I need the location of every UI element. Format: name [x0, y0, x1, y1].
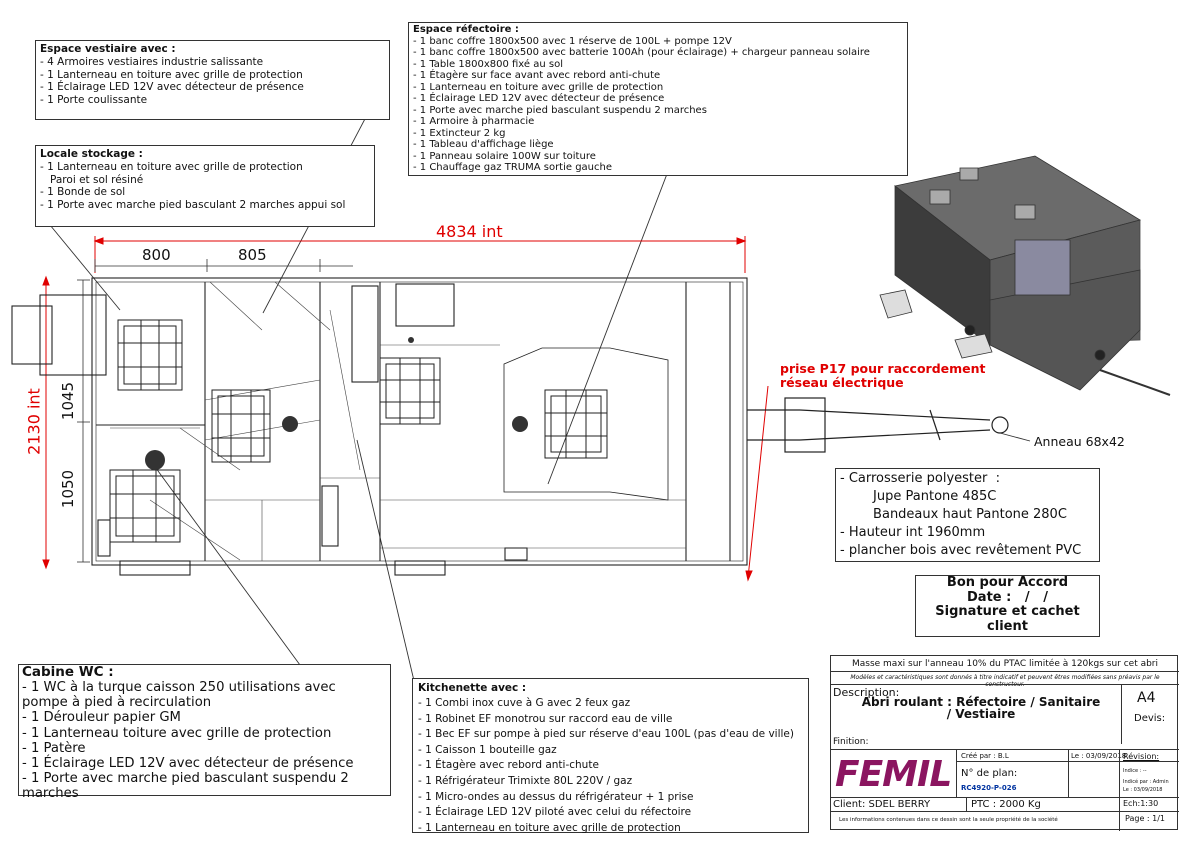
refectoire-line: - 1 Table 1800x800 fixé au sol: [413, 58, 563, 70]
accord-line-3: Signature et cachet client: [935, 604, 1080, 634]
stockage-line: - 1 Lanterneau en toiture avec grille de protection: [40, 161, 303, 173]
description-label: Description:: [833, 686, 900, 699]
kitchenette-line: - 1 Étagère avec rebord anti-chute: [418, 759, 599, 772]
wc-title: Cabine WC :: [22, 664, 114, 680]
wc-line: - 1 Lanterneau toiture avec grille de protection: [22, 725, 332, 741]
segment-805: 805: [238, 246, 267, 264]
title-block: [830, 655, 1178, 830]
kitchenette-line: - 1 Micro-ondes au dessus du réfrigérateur + 1 prise: [418, 790, 694, 803]
drawbar: [747, 398, 1008, 452]
kitchenette-line: - 1 Réfrigérateur Trimixte 80L 220V / gaz: [418, 774, 633, 787]
kitchenette-line: - 1 Éclairage LED 12V piloté avec celui du réfectoire: [418, 806, 692, 819]
kitchenette-line: - 1 Combi inox cuve à G avec 2 feux gaz: [418, 697, 631, 709]
cree-par: Créé par : B.L: [961, 752, 1009, 760]
page-value: Page : 1/1: [1125, 814, 1166, 823]
kitchenette-box: [412, 678, 809, 833]
wc-line: marches: [22, 786, 79, 802]
ptc-value: PTC : 2000 Kg: [971, 799, 1041, 810]
format-value: A4: [1137, 690, 1156, 706]
wc-line: - 1 Porte avec marche pied basculant suspendu 2: [22, 771, 349, 787]
fans: [145, 337, 528, 470]
carrosserie-line: - Hauteur int 1960mm: [840, 525, 986, 540]
wc-line: - 1 Dérouleur papier GM: [22, 710, 181, 726]
anneau-label: Anneau 68x42: [1034, 434, 1125, 449]
masse-note: Masse maxi sur l'anneau 10% du PTAC limitée à 120kgs sur cet abri: [851, 659, 1159, 669]
segment-800: 800: [142, 246, 171, 264]
propriete-note: Les informations contenues dans ce dessin sont la seule propriété de la société: [839, 817, 1058, 823]
cree-le: Le : 03/09/2018: [1071, 752, 1127, 760]
femil-logo: FEMIL: [835, 754, 952, 795]
finition-label: Finition:: [833, 737, 869, 747]
indice-value: Indice : --: [1123, 768, 1147, 774]
prise-line-2: réseau électrique: [780, 375, 904, 390]
wc-line: - 1 Éclairage LED 12V avec détecteur de présence: [22, 756, 354, 772]
refectoire-line: - 1 Tableau d'affichage liège: [413, 139, 554, 150]
echelle-value: Ech:1:30: [1123, 799, 1159, 808]
vestiaire-box: [35, 40, 390, 120]
wc-box: [18, 664, 391, 802]
vestiaire-line: - 1 Éclairage LED 12V avec détecteur de présence: [40, 81, 304, 94]
vestiaire-title: Espace vestiaire avec :: [40, 43, 176, 55]
description-value: Abri roulant : Réfectoire / Sanitaire / Vestiaire: [861, 695, 1101, 721]
accord-line-2: Date : / /: [967, 589, 1048, 605]
accord-box: [915, 575, 1100, 637]
indice-le: Le : 03/09/2018: [1123, 787, 1163, 793]
black-dimensions: [77, 259, 353, 562]
wc-line: - 1 Patère: [22, 740, 86, 756]
prise-annotation: [780, 362, 986, 390]
length-dimension: 4834 int: [436, 222, 503, 241]
kitchenette-line: - 1 Caisson 1 bouteille gaz: [418, 743, 557, 756]
plan-number: RC4920-P-026: [961, 784, 1017, 792]
vestiaire-line: - 1 Lanterneau en toiture avec grille de protection: [40, 68, 303, 81]
stockage-title: Locale stockage :: [40, 148, 143, 160]
stockage-line: - 1 Porte avec marche pied basculant 2 marches appui sol: [40, 199, 346, 212]
height-1045: 1045: [59, 381, 77, 421]
refectoire-box: [408, 22, 908, 176]
refectoire-line: - 1 banc coffre 1800x500 avec 1 réserve de 100L + pompe 12V: [413, 35, 732, 47]
refectoire-line: - 1 Porte avec marche pied basculant suspendu 2 marches: [413, 104, 707, 116]
stockage-line: Paroi et sol résiné: [40, 173, 144, 186]
revision-label: Révision:: [1123, 752, 1160, 761]
modeles-note: Modèles et caractéristiques sont donnés à titre indicatif et peuvent êtres modifiées sans préavis par le constructeur.: [850, 674, 1160, 688]
vestiaire-line: - 4 Armoires vestiaires industrie salissante: [40, 56, 264, 68]
carrosserie-line: Bandeaux haut Pantone 280C: [840, 507, 1067, 522]
red-dimensions: [43, 236, 768, 580]
prise-line-1: prise P17 pour raccordement: [780, 361, 986, 376]
wc-line: pompe à pied à recirculation: [22, 695, 212, 711]
refectoire-line: - 1 Extincteur 2 kg: [413, 127, 506, 139]
refectoire-line: - 1 Panneau solaire 100W sur toiture: [413, 150, 596, 162]
kitchenette-line: - 1 Bec EF sur pompe à pied sur réserve d'eau 100L (pas d'eau de ville): [418, 728, 794, 741]
interior-details: [110, 282, 686, 561]
three-d-view: [880, 156, 1170, 395]
refectoire-line: - 1 Étagère sur face avant avec rebord anti-chute: [413, 70, 661, 81]
width-dimension: 2130 int: [24, 388, 44, 455]
stockage-box: [35, 145, 375, 227]
client-value: Client: SDEL BERRY: [833, 799, 931, 810]
kitchenette-title: Kitchenette avec :: [418, 682, 527, 694]
carrosserie-line: Jupe Pantone 485C: [840, 489, 997, 504]
kitchenette-line: - 1 Robinet EF monotrou sur raccord eau de ville: [418, 712, 673, 725]
accord-line-1: Bon pour Accord: [946, 575, 1069, 590]
refectoire-line: - 1 Chauffage gaz TRUMA sortie gauche: [413, 162, 613, 173]
stockage-line: - 1 Bonde de sol: [40, 186, 126, 199]
refectoire-line: - 1 banc coffre 1800x500 avec batterie 100Ah (pour éclairage) + chargeur panneau solaire: [413, 47, 870, 58]
wc-line: - 1 WC à la turque caisson 250 utilisations avec: [22, 680, 336, 695]
refectoire-line: - 1 Lanterneau en toiture avec grille de protection: [413, 81, 664, 93]
refectoire-line: - 1 Armoire à pharmacie: [413, 116, 535, 127]
plan-outline: [12, 278, 747, 575]
carrosserie-box: [835, 468, 1100, 562]
kitchenette-line: - 1 Lanterneau en toiture avec grille de protection: [418, 821, 681, 834]
devis-label: Devis:: [1134, 713, 1166, 724]
plan-label: N° de plan:: [961, 768, 1018, 779]
carrosserie-line: - plancher bois avec revêtement PVC: [840, 543, 1082, 558]
refectoire-title: Espace réfectoire :: [413, 24, 519, 35]
vestiaire-line: - 1 Porte coulissante: [40, 94, 148, 107]
refectoire-line: - 1 Éclairage LED 12V avec détecteur de présence: [413, 93, 665, 104]
indice-par: Indicé par : Admin: [1123, 779, 1169, 785]
carrosserie-line: - Carrosserie polyester :: [840, 471, 1000, 486]
height-1050: 1050: [59, 469, 77, 509]
